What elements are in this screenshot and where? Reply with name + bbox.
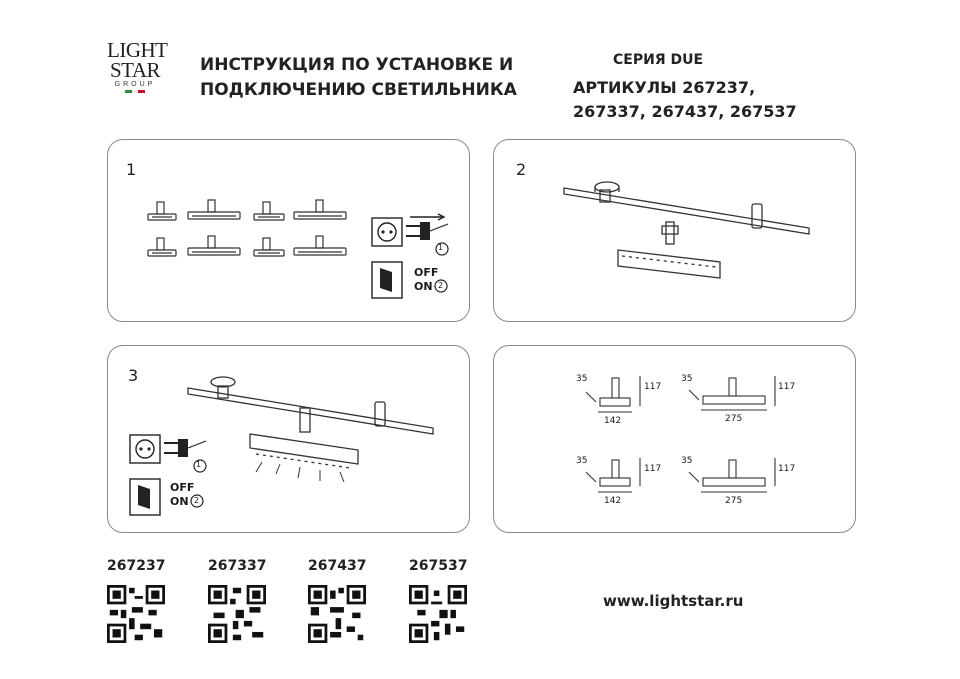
step-number: 2: [516, 160, 527, 179]
length-label: 275: [725, 414, 743, 424]
logo-text-group: GROUP: [114, 81, 156, 88]
step-number: 3: [128, 366, 139, 385]
luminaire-short-2: [254, 202, 284, 220]
switch-on-label: ON: [414, 280, 433, 293]
step-badge-2: 2: [194, 496, 200, 505]
qr-code-icon[interactable]: [409, 585, 467, 643]
lightstar-logo: [107, 38, 168, 106]
panel-step-2: [493, 139, 856, 322]
qr-code-icon[interactable]: [208, 585, 266, 643]
track-mount-illustration: [554, 170, 824, 300]
dimension-drawing-long-bottom: [679, 454, 796, 516]
luminaire-long-1: [188, 200, 240, 219]
logo-text-star: STAR: [110, 58, 160, 82]
qr-code-icon[interactable]: [107, 585, 165, 643]
step-badge-2: 2: [438, 281, 444, 290]
luminaire-short-1: [148, 202, 176, 220]
step-badge-1: 1: [196, 460, 202, 469]
height-label: 117: [644, 382, 662, 392]
length-label: 142: [604, 416, 622, 426]
height-label: 117: [778, 464, 796, 474]
depth-label: 35: [681, 456, 693, 466]
depth-label: 35: [576, 456, 588, 466]
height-label: 117: [644, 464, 662, 474]
title-line-2: ПОДКЛЮЧЕНИЮ СВЕТИЛЬНИКА: [200, 80, 517, 100]
title-line-1: ИНСТРУКЦИЯ ПО УСТАНОВКЕ И: [200, 55, 514, 75]
length-label: 142: [604, 496, 622, 506]
luminaire-short-4: [254, 238, 284, 256]
articles-line-2: 267337, 267437, 267537: [573, 102, 797, 121]
luminaire-long-3: [188, 236, 240, 255]
article-code-1: 267237: [107, 558, 166, 574]
power-instructions: [370, 212, 452, 304]
article-numbers: [573, 76, 797, 124]
article-code-2: 267337: [208, 558, 267, 574]
dimension-drawing-short-top: [574, 370, 664, 432]
step-badge-1: 1: [438, 243, 444, 252]
height-label: 117: [778, 382, 796, 392]
switch-off-label: OFF: [170, 481, 195, 494]
switch-off-label: OFF: [414, 266, 439, 279]
luminaire-body: [618, 250, 720, 278]
articles-line-1: АРТИКУЛЫ 267237,: [573, 78, 756, 97]
italian-flag-icon: [125, 90, 145, 93]
website-link[interactable]: www.lightstar.ru: [603, 592, 744, 610]
document-title: [200, 53, 517, 103]
length-label: 275: [725, 496, 743, 506]
power-instructions: [128, 429, 210, 521]
panel-step-3: [107, 345, 470, 533]
switch-icon: [128, 477, 162, 517]
series-label: СЕРИЯ DUE: [613, 52, 704, 68]
depth-label: 35: [681, 374, 693, 384]
step-number: 1: [126, 160, 137, 179]
powered-luminaire-illustration: [178, 368, 458, 488]
article-code-3: 267437: [308, 558, 367, 574]
panel-dimensions: [493, 345, 856, 533]
luminaire-dim-sketch: [679, 454, 789, 516]
luminaire-long-2: [294, 200, 346, 219]
dimension-drawing-short-bottom: [574, 454, 664, 516]
dimension-drawing-long-top: [679, 370, 796, 432]
switch-icon: [370, 260, 404, 300]
logo-text-light: LIGHT: [107, 38, 168, 62]
luminaire-short-3: [148, 238, 176, 256]
luminaire-long-4: [294, 236, 346, 255]
track-rail: [564, 188, 809, 234]
package-contents-illustration: [138, 190, 358, 270]
switch-on-label: ON: [170, 495, 189, 508]
panel-step-1: [107, 139, 470, 322]
qr-code-icon[interactable]: [308, 585, 366, 643]
depth-label: 35: [576, 374, 588, 384]
article-code-4: 267537: [409, 558, 468, 574]
